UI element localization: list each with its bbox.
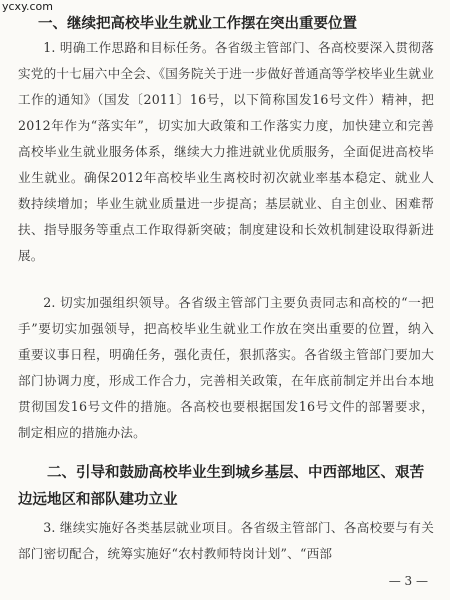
page-number: — 3 — — [388, 574, 428, 588]
site-watermark: ycxy.com — [2, 0, 53, 13]
paragraph-3: 3. 继续实施好各类基层就业项目。各省级主管部门、各高校要与有关部门密切配合，统筹实施好“农村教师特岗计划”、“西部 — [18, 520, 434, 561]
section-heading-1: 一、继续把高校毕业生就业工作摆在突出重要位置 — [38, 16, 357, 32]
section-heading-2: 二、引导和鼓励高校毕业生到城乡基层、中西部地区、艰苦边远地区和部队建功立业 — [18, 465, 424, 508]
paragraph-1: 1. 明确工作思路和目标任务。各省级主管部门、各高校要深入贯彻落实党的十七届六中全会、《国务院关于进一步做好普通高等学校毕业生就业工作的通知》（国发〔2011〕16号，以下简称国发16号文件）精神，把2012年作为“落实年”，切实加大政策和工作落实力度，加快建立和完善高校毕业生就业服务体系，继续大力推进就业优质服务，全面促进高校毕业生就业。确保2012年高校毕业生离校时初次就业率基本稳定、就业人数持续增加；毕业生就业质量进一步提高；基层就业、自主创业、困难帮扶、指导服务等重点工作取得新突破；制度建设和长效机制建设取得新进展。 — [18, 40, 434, 263]
paragraph-2: 2. 切实加强组织领导。各省级主管部门主要负责同志和高校的“一把手”要切实加强领导，把高校毕业生就业工作放在突出重要的位置，纳入重要议事日程，明确任务，强化责任，狠抓落实。各省级主管部门要加大部门协调力度，形成工作合力，完善相关政策，在年底前制定并出台本地贯彻国发16号文件的措施。各高校也要根据国发16号文件的部署要求，制定相应的措施办法。 — [18, 295, 434, 440]
